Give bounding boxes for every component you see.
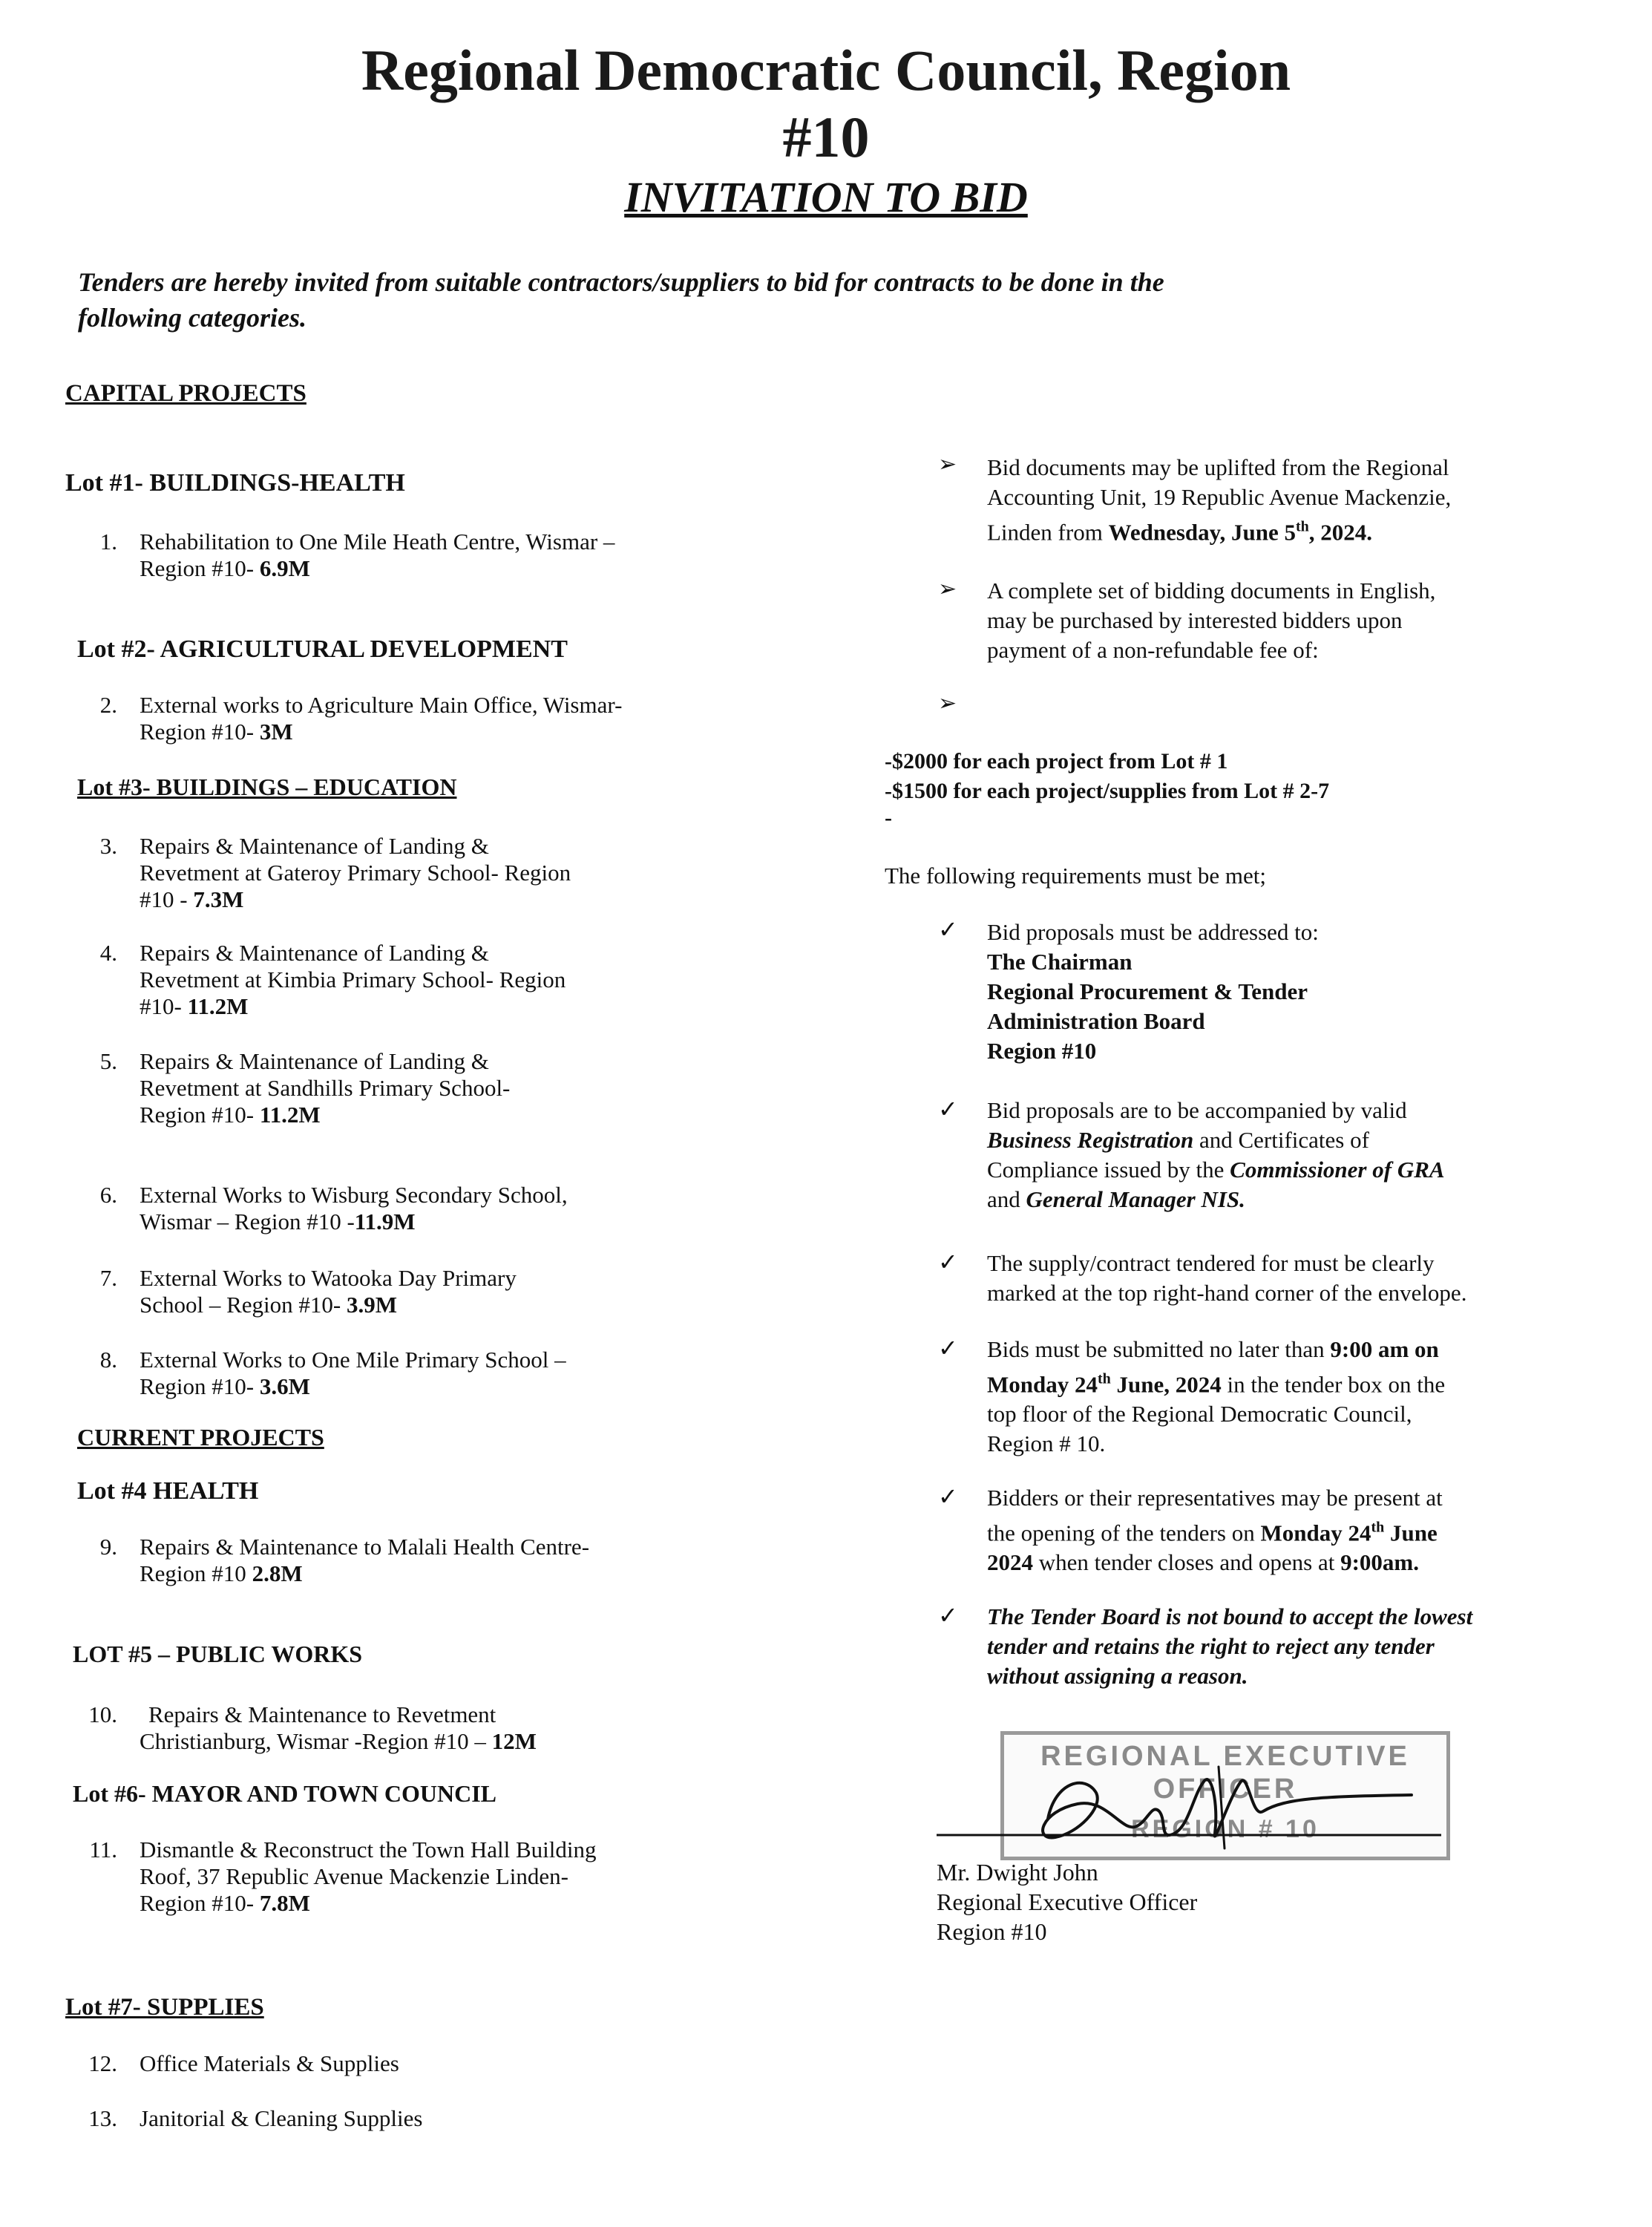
document-title: Regional Democratic Council, Region (361, 38, 1291, 102)
requirement-address: Bid proposals must be addressed to: The Chairman Regional Procurement & Tender Administration Board Region #10 (987, 919, 1319, 1064)
tender-board-disclaimer: The Tender Board is not bound to accept the lowest tender and retains the right to reject any tender without assigning a reason. (987, 1603, 1473, 1689)
intro-line-1: Tenders are hereby invited from suitable contractors/suppliers to bid for contracts to be done in the (78, 267, 1164, 297)
requirement-opening: Bidders or their representatives may be present at the opening of the tenders on Monday 24th June 2024 when tender closes and opens at 9:00am. (987, 1485, 1443, 1576)
fee-lot-1: -$2000 for each project from Lot # 1 (885, 749, 1228, 774)
checkmark-icon: ✓ (938, 1335, 958, 1361)
intro-line-2: following categories. (78, 303, 307, 333)
fee-lot-2-7: -$1500 for each project/supplies from Lot # 2-7 (885, 779, 1330, 803)
signer-region: Region #10 (937, 1918, 1047, 1945)
requirement-deadline: Bids must be submitted no later than 9:00 am on Monday 24th June, 2024 in the tender box on the top floor of the Regional Democratic Council, Region # 10. (987, 1336, 1446, 1457)
capital-projects-heading: CAPITAL PROJECTS (65, 380, 307, 407)
requirement-marking: The supply/contract tendered for must be clearly marked at the top right-hand corner of the envelope. (987, 1250, 1467, 1306)
lot-4-heading: Lot #4 HEALTH (77, 1477, 259, 1505)
intro-paragraph (78, 264, 1488, 336)
arrow-bullet-icon: ➢ (938, 452, 957, 477)
official-stamp: REGIONAL EXECUTIVE OFFICER REGION # 10 (1000, 1731, 1450, 1860)
signer-name: Mr. Dwight John (937, 1859, 1098, 1886)
bid-documents-paragraph: Bid documents may be uplifted from the Regional Accounting Unit, 19 Republic Avenue Mackenzie, Linden from Wednesday, June 5th, 2024. (987, 454, 1452, 546)
signature (937, 1752, 1441, 1871)
checkmark-icon: ✓ (938, 1602, 958, 1629)
document-subtitle: INVITATION TO BID (624, 173, 1028, 221)
bidding-documents-paragraph: A complete set of bidding documents in English, may be purchased by interested bidders upon payment of a non-refundable fee of: (987, 578, 1436, 663)
current-projects-heading: CURRENT PROJECTS (77, 1424, 324, 1451)
lot-3-heading: Lot #3- BUILDINGS – EDUCATION (77, 774, 457, 800)
checkmark-icon: ✓ (938, 1483, 958, 1510)
lot-7-heading: Lot #7- SUPPLIES (65, 1994, 264, 2021)
lot-5-heading: LOT #5 – PUBLIC WORKS (73, 1641, 363, 1667)
requirement-documents: Bid proposals are to be accompanied by valid Business Registration and Certificates of Compliance issued by the Commissioner of GRA and General Manager NIS. (987, 1097, 1445, 1212)
fee-dash: - (885, 805, 892, 830)
requirements-intro: The following requirements must be met; (885, 863, 1266, 889)
arrow-bullet-icon: ➢ (938, 691, 957, 716)
document-title-region-number: #10 (782, 105, 870, 169)
checkmark-icon: ✓ (938, 1249, 958, 1275)
checkmark-icon: ✓ (938, 1096, 958, 1122)
lot-6-heading: Lot #6- MAYOR AND TOWN COUNCIL (73, 1780, 497, 1807)
signer-role: Regional Executive Officer (937, 1888, 1198, 1915)
lot-2-heading: Lot #2- AGRICULTURAL DEVELOPMENT (77, 635, 568, 663)
lot-1-heading: Lot #1- BUILDINGS-HEALTH (65, 469, 405, 497)
checkmark-icon: ✓ (938, 916, 958, 943)
arrow-bullet-icon: ➢ (938, 577, 957, 601)
